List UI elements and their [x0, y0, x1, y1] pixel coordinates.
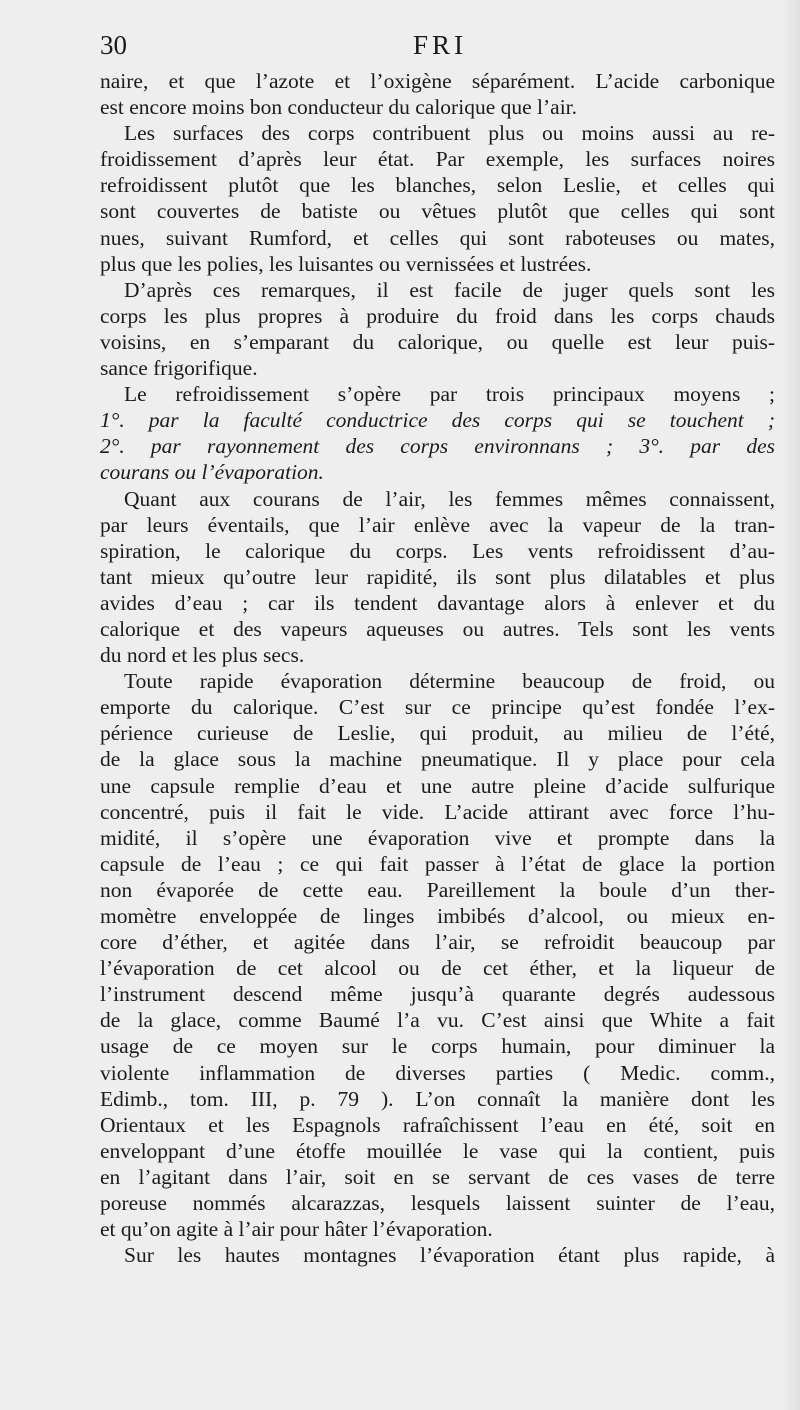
body-text	[100, 68, 775, 1268]
text-line: usage de ce moyen sur le corps humain, pour diminuer la	[100, 1034, 775, 1059]
text-line: et qu’on agite à l’air pour hâter l’évaporation.	[100, 1217, 493, 1242]
text-line: périence curieuse de Leslie, qui produit, au milieu de l’été,	[100, 721, 775, 746]
text-line: enveloppant d’une étoffe mouillée le vase qui la contient, puis	[100, 1138, 775, 1163]
text-line: Le refroidissement s’opère par trois principaux moyens ;	[124, 382, 775, 407]
text-line: Sur les hautes montagnes l’évaporation étant plus rapide, à	[124, 1243, 775, 1268]
text-line: sance frigorifique.	[100, 356, 258, 381]
text-line: corps les plus propres à produire du froid dans les corps chauds	[100, 303, 775, 328]
text-line: refroidissent plutôt que les blanches, selon Leslie, et celles qui	[100, 173, 775, 198]
text-line: momètre enveloppée de linges imbibés d’alcool, ou mieux en-	[100, 904, 775, 928]
text-line: voisins, en s’emparant du calorique, ou quelle est leur puis-	[100, 329, 775, 354]
text-line: l’instrument descend même jusqu’à quarante degrés audessous	[100, 982, 775, 1007]
text-line: nues, suivant Rumford, et celles qui sont raboteuses ou mates,	[100, 225, 775, 250]
text-line: 2°. par rayonnement des corps environnans ; 3°. par des	[100, 434, 775, 459]
text-line: Orientaux et les Espagnols rafraîchissent l’eau en été, soit en	[100, 1112, 775, 1137]
text-line: courans ou l’évaporation.	[100, 460, 324, 485]
text-line: froidissement d’après leur état. Par exemple, les surfaces noires	[100, 147, 775, 172]
text-line: Quant aux courans de l’air, les femmes mêmes connaissent,	[124, 486, 775, 511]
text-line: du nord et les plus secs.	[100, 643, 305, 668]
page-number: 30	[100, 30, 127, 60]
text-line: l’évaporation de cet alcool ou de cet éther, et la liqueur de	[100, 956, 775, 981]
text-line: calorique et des vapeurs aqueuses ou autres. Tels sont les vents	[100, 616, 775, 641]
text-line: tant mieux qu’outre leur rapidité, ils sont plus dilatables et plus	[100, 564, 775, 589]
text-line: est encore moins bon conducteur du calorique que l’air.	[100, 95, 578, 120]
text-line: Toute rapide évaporation détermine beaucoup de froid, ou	[124, 669, 775, 694]
text-line: naire, et que l’azote et l’oxigène séparément. L’acide carbonique	[100, 69, 775, 93]
text-line: une capsule remplie d’eau et une autre pleine d’acide sulfurique	[100, 773, 775, 798]
text-line: poreuse nommés alcarazzas, lesquels laissent suinter de l’eau,	[100, 1191, 775, 1216]
page-header	[100, 30, 780, 66]
text-line: Edimb., tom. III, p. 79 ). L’on connaît la manière dont les	[100, 1086, 775, 1111]
text-line: violente inflammation de diverses parties ( Medic. comm.,	[100, 1060, 775, 1085]
page-edge-shadow	[782, 0, 800, 1410]
text-line: core d’éther, et agitée dans l’air, se refroidit beaucoup par	[100, 930, 775, 955]
text-line: D’après ces remarques, il est facile de juger quels sont les	[124, 277, 775, 302]
text-line: plus que les polies, les luisantes ou vernissées et lustrées.	[100, 251, 592, 276]
text-line: 1°. par la faculté conductrice des corps qui se touchent ;	[100, 408, 775, 433]
text-line: sont couvertes de batiste ou vêtues plutôt que celles qui sont	[100, 199, 775, 224]
text-line: capsule de l’eau ; ce qui fait passer à l’état de glace la portion	[100, 851, 775, 876]
text-line: Les surfaces des corps contribuent plus ou moins aussi au re-	[124, 121, 775, 146]
text-line: avides d’eau ; car ils tendent davantage alors à enlever et du	[100, 590, 775, 615]
text-line: en l’agitant dans l’air, soit en se servant de ces vases de terre	[100, 1164, 775, 1189]
text-line: emporte du calorique. C’est sur ce principe qu’est fondée l’ex-	[100, 695, 775, 720]
text-line: par leurs éventails, que l’air enlève avec la vapeur de la tran-	[100, 512, 775, 537]
text-line: de la glace sous la machine pneumatique. Il y place pour cela	[100, 747, 775, 772]
text-line: midité, il s’opère une évaporation vive et prompte dans la	[100, 825, 775, 850]
text-line: de la glace, comme Baumé l’a vu. C’est ainsi que White a fait	[100, 1008, 775, 1033]
text-line: concentré, puis il fait le vide. L’acide attirant avec force l’hu-	[100, 799, 775, 824]
text-line: non évaporée de cette eau. Pareillement la boule d’un ther-	[100, 877, 775, 902]
running-head: FRI	[412, 30, 468, 60]
text-line: spiration, le calorique du corps. Les vents refroidissent d’au-	[100, 538, 775, 563]
